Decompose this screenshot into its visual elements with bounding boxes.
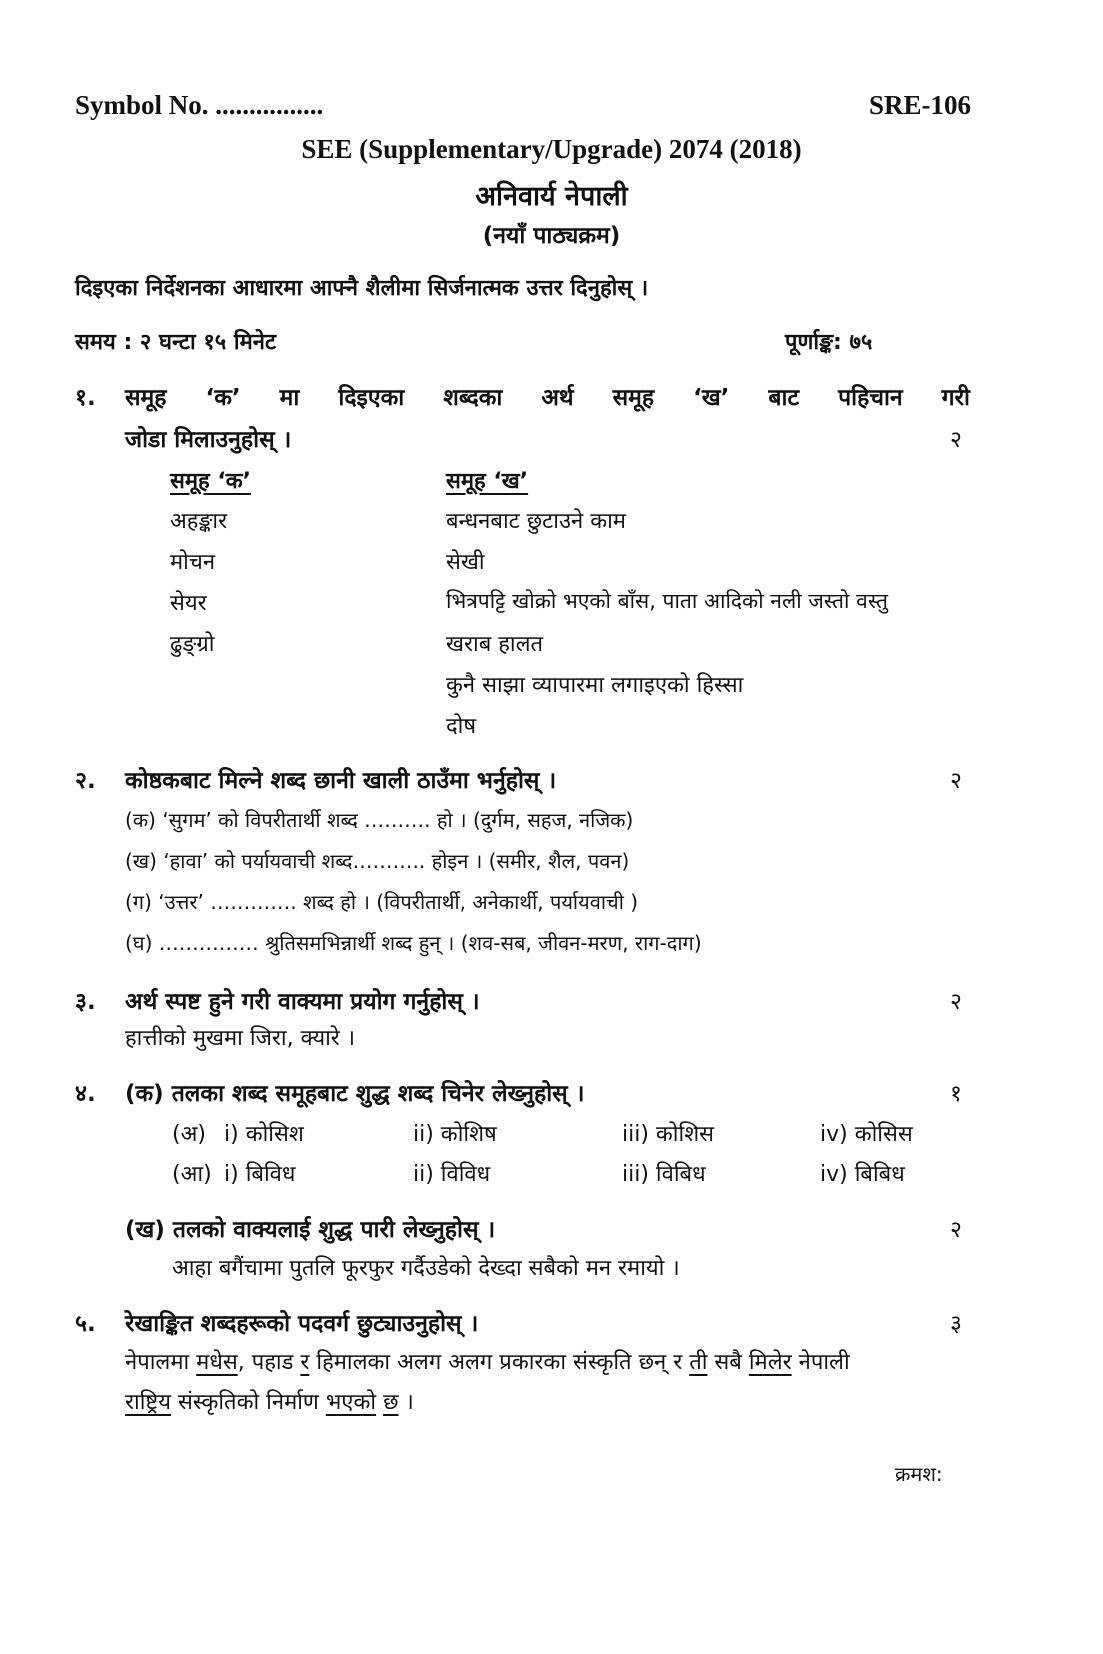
sub-question: (घ) …………… श्रुतिसमभिन्नार्थी शब्द हुन् । (शव-सब, जीवन-मरण, राग-दाग) bbox=[125, 931, 702, 955]
underlined-word: छ bbox=[383, 1390, 399, 1415]
passage-text: नेपालमा bbox=[125, 1350, 197, 1375]
list-item: खराब हालत bbox=[446, 632, 544, 657]
sub-question: (ख) ‘हावा’ को पर्यायवाची शब्द……….. होइन । (समीर, शैल, पवन) bbox=[125, 849, 630, 873]
list-item: अहङ्कार bbox=[170, 509, 228, 534]
question-number: १. bbox=[75, 385, 96, 411]
symbol-number: Symbol No. ................ bbox=[75, 90, 324, 120]
option: iii) विबिध bbox=[622, 1162, 706, 1187]
question-marks: २ bbox=[950, 1217, 962, 1243]
passage-text bbox=[376, 1390, 383, 1415]
list-item: दोष bbox=[446, 714, 477, 739]
curriculum-label: (नयाँ पाठ्यक्रम) bbox=[482, 223, 621, 249]
list-item: मोचन bbox=[170, 550, 216, 575]
question-marks: २ bbox=[950, 427, 962, 453]
question-number: ३. bbox=[75, 989, 96, 1015]
exam-title: SEE (Supplementary/Upgrade) 2074 (2018) bbox=[301, 134, 802, 164]
question-marks: १ bbox=[950, 1081, 962, 1107]
sub-question: (ग) ‘उत्तर’ …………. शब्द हो । (विपरीतार्थी, अनेकार्थी, पर्यायवाची ) bbox=[125, 890, 639, 914]
passage-text: नेपाली bbox=[791, 1350, 850, 1375]
full-marks-label: पूर्णाङ्क: ७५ bbox=[785, 330, 873, 355]
question-number: २. bbox=[75, 768, 96, 794]
underlined-word: मधेस bbox=[196, 1350, 238, 1375]
passage-text: , पहाड bbox=[237, 1350, 301, 1375]
option: iv) कोसिस bbox=[820, 1122, 913, 1147]
passage-text: हिमालका अलग अलग प्रकारका संस्कृति छन् र bbox=[309, 1350, 690, 1375]
question-marks: २ bbox=[950, 768, 962, 794]
column-a-heading: समूह ‘क’ bbox=[170, 469, 251, 494]
question-marks: २ bbox=[950, 989, 962, 1015]
paper-code: SRE-106 bbox=[868, 90, 971, 120]
instruction-text: दिइएका निर्देशनका आधारमा आफ्नै शैलीमा सिर्जनात्मक उत्तर दिनुहोस् । bbox=[75, 276, 649, 301]
row-label: (अ) bbox=[172, 1122, 206, 1147]
list-item: ढुङ्ग्रो bbox=[170, 632, 215, 657]
question-text: जोडा मिलाउनुहोस् । bbox=[125, 427, 292, 453]
underlined-word: ती bbox=[689, 1350, 708, 1375]
sub-question: (क) ‘सुगम’ को विपरीतार्थी शब्द ………. हो । (दुर्गम, सहज, नजिक) bbox=[125, 808, 634, 832]
underlined-word: राष्ट्रिय bbox=[125, 1390, 172, 1415]
question-number: ५. bbox=[75, 1311, 96, 1337]
list-item: सेयर bbox=[170, 591, 207, 616]
passage-text: संस्कृतिको निर्माण bbox=[171, 1390, 326, 1415]
list-item: बन्धनबाट छुटाउने काम bbox=[446, 509, 626, 534]
question-text: (ख) तलको वाक्यलाई शुद्ध पारी लेख्नुहोस् । bbox=[125, 1217, 496, 1243]
continued-label: क्रमश: bbox=[895, 1462, 943, 1486]
answer-prompt: आहा बगैंचामा पुतलि फूरफुर गर्दैउडेको देख्दा सबैको मन रमायो । bbox=[172, 1256, 680, 1281]
underlined-word: भएको bbox=[325, 1390, 377, 1415]
underlined-word: मिलेर bbox=[748, 1350, 792, 1375]
question-text: समूह ‘क’ मा दिइएका शब्दका अर्थ समूह ‘ख’ बाट पहिचान गरी bbox=[125, 385, 970, 411]
option: iv) बिबिध bbox=[820, 1162, 905, 1187]
passage-text: सबै bbox=[707, 1350, 749, 1375]
option: ii) कोशिष bbox=[413, 1122, 497, 1147]
underlined-word: र bbox=[300, 1350, 310, 1375]
question-text: कोष्ठकबाट मिल्ने शब्द छानी खाली ठाउँमा भर्नुहोस् । bbox=[125, 768, 557, 794]
list-item: भित्रपट्टि खोक्रो भएको बाँस, पाता आदिको नली जस्तो वस्तु bbox=[446, 589, 888, 613]
question-text: अर्थ स्पष्ट हुने गरी वाक्यमा प्रयोग गर्नुहोस् । bbox=[125, 989, 480, 1015]
time-label: समय : २ घन्टा १५ मिनेट bbox=[75, 330, 277, 355]
question-text: (क) तलका शब्द समूहबाट शुद्ध शब्द चिनेर लेख्नुहोस् । bbox=[125, 1081, 585, 1107]
list-item: कुनै साझा व्यापारमा लगाइएको हिस्सा bbox=[446, 673, 744, 698]
column-b-heading: समूह ‘ख’ bbox=[446, 469, 529, 494]
option: ii) विविध bbox=[413, 1162, 491, 1187]
option: i) बिविध bbox=[224, 1162, 296, 1187]
question-text: रेखाङ्कित शब्दहरूको पदवर्ग छुट्याउनुहोस् । bbox=[125, 1311, 479, 1337]
question-marks: ३ bbox=[950, 1311, 962, 1337]
list-item: सेखी bbox=[446, 550, 485, 575]
subject-title: अनिवार्य नेपाली bbox=[475, 181, 628, 212]
row-label: (आ) bbox=[172, 1162, 212, 1187]
passage-line-1 bbox=[125, 1346, 850, 1376]
passage-text: । bbox=[398, 1390, 414, 1415]
answer-prompt: हात्तीको मुखमा जिरा, क्यारे । bbox=[125, 1026, 356, 1051]
passage-line-2 bbox=[125, 1386, 414, 1416]
question-number: ४. bbox=[75, 1081, 96, 1107]
option: i) कोसिश bbox=[224, 1122, 304, 1147]
option: iii) कोशिस bbox=[622, 1122, 715, 1147]
